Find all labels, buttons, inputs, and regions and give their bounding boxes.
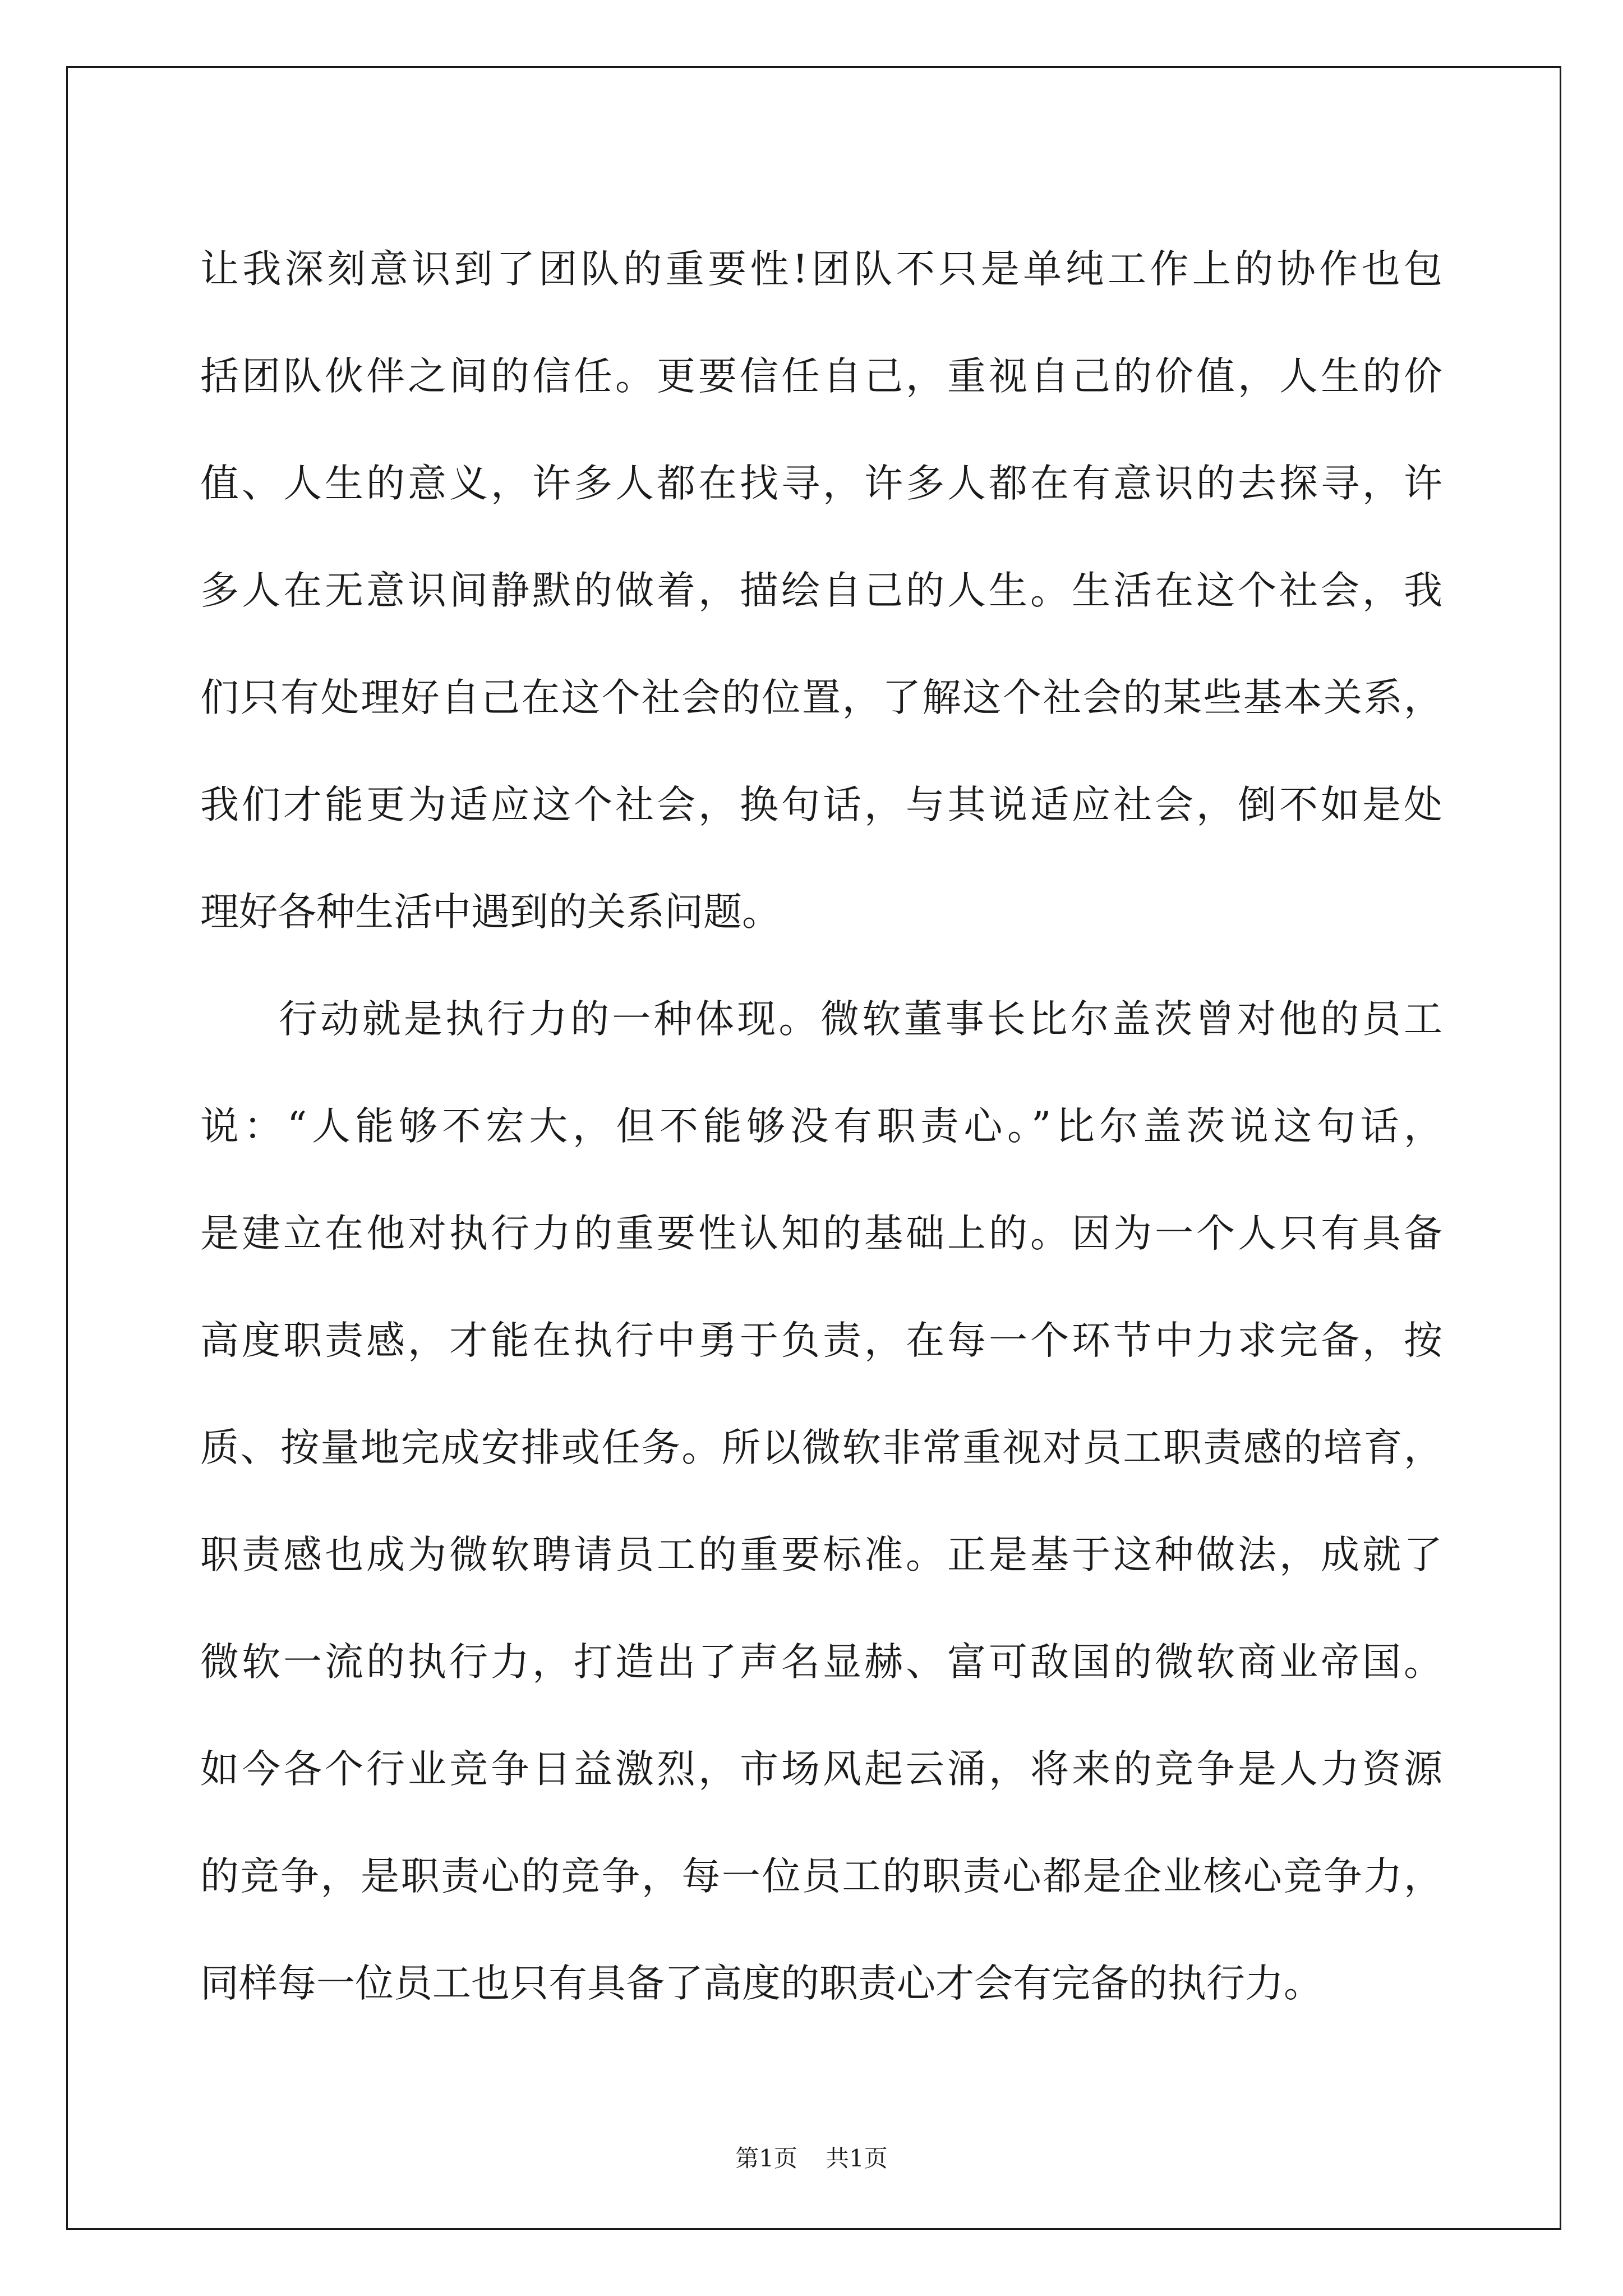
text-line: 说：“人能够不宏大，但不能够没有职责心。”比尔盖茨说这句话， xyxy=(200,1104,1442,1149)
text-line: 括团队伙伴之间的信任。更要信任自己，重视自己的价值，人生的价 xyxy=(200,354,1442,399)
text-line: 微软一流的执行力，打造出了声名显赫、富可敌国的微软商业帝国。 xyxy=(200,1640,1442,1685)
text-line: 让我深刻意识到了团队的重要性!团队不只是单纯工作上的协作也包 xyxy=(200,247,1442,292)
text-line: 如今各个行业竞争日益激烈，市场风起云涌，将来的竞争是人力资源 xyxy=(200,1747,1442,1792)
page-number: 第1页 xyxy=(735,2145,797,2172)
paragraph-end-line: 理好各种生活中遇到的关系问题。 xyxy=(200,890,781,935)
text-line: 高度职责感，才能在执行中勇于负责，在每一个环节中力求完备，按 xyxy=(200,1318,1442,1363)
text-line: 是建立在他对执行力的重要性认知的基础上的。因为一个人只有具备 xyxy=(200,1211,1442,1256)
paragraph-start-line: 行动就是执行力的一种体现。微软董事长比尔盖茨曾对他的员工 xyxy=(279,997,1442,1042)
text-line: 质、按量地完成安排或任务。所以微软非常重视对员工职责感的培育， xyxy=(200,1425,1442,1470)
text-line: 职责感也成为微软聘请员工的重要标准。正是基于这种做法，成就了 xyxy=(200,1533,1442,1577)
text-line: 多人在无意识间静默的做着，描绘自己的人生。生活在这个社会，我 xyxy=(200,568,1442,613)
text-line: 我们才能更为适应这个社会，换句话，与其说适应社会，倒不如是处 xyxy=(200,783,1442,827)
text-line: 的竞争，是职责心的竞争，每一位员工的职责心都是企业核心竞争力， xyxy=(200,1854,1442,1899)
page-footer xyxy=(0,2142,1623,2175)
page-total: 共1页 xyxy=(826,2145,888,2172)
text-line: 们只有处理好自己在这个社会的位置，了解这个社会的某些基本关系， xyxy=(200,675,1442,720)
text-line: 值、人生的意义，许多人都在找寻，许多人都在有意识的去探寻，许 xyxy=(200,461,1442,506)
paragraph-end-line: 同样每一位员工也只有具备了高度的职责心才会有完备的执行力。 xyxy=(200,1961,1322,2006)
document-body xyxy=(200,216,1442,2037)
